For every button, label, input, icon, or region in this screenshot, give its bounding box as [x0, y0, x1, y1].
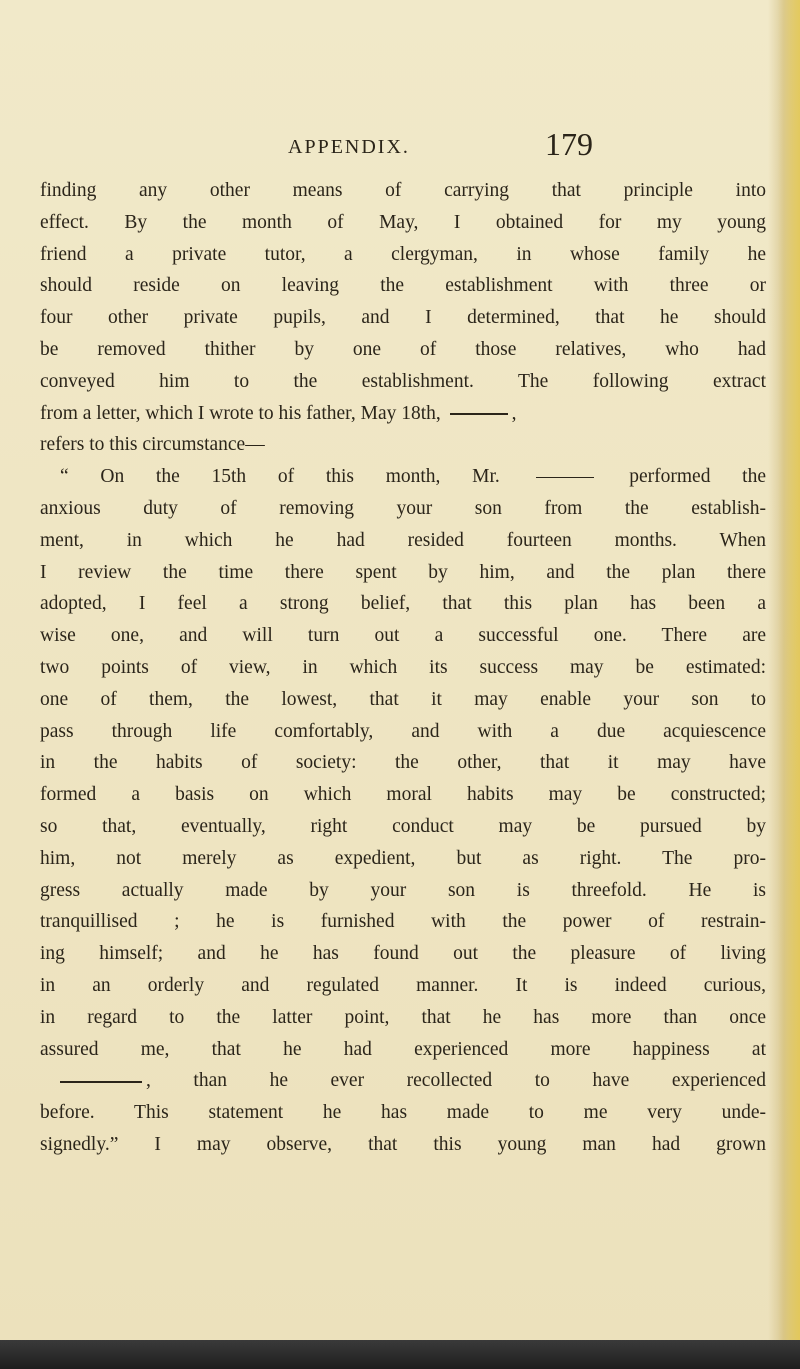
text-line: in regard to the latter point, that he has more than once — [40, 1006, 766, 1028]
text-line: friend a private tutor, a clergyman, in whose family he — [40, 243, 766, 265]
text-line: signedly.” I may observe, that this young man had grown — [40, 1133, 766, 1155]
page-gutter-edge — [778, 0, 800, 1369]
text-line — [40, 1065, 766, 1097]
text-line: tranquillised ; he is furnished with the power of restrain- — [40, 911, 766, 933]
text-line: ment, in which he had resided fourteen months. When — [40, 529, 766, 551]
text-line: in an orderly and regulated manner. It is indeed curious, — [40, 974, 766, 996]
text-line: before. This statement he has made to me very unde- — [40, 1102, 766, 1124]
text-line: anxious duty of removing your son from the establish- — [40, 497, 766, 519]
text-line — [40, 398, 766, 430]
text-line: formed a basis on which moral habits may be constructed; — [40, 784, 766, 806]
text-line: conveyed him to the establishment. The following extract — [40, 370, 766, 392]
text-line: pass through life comfortably, and with a due acquiescence — [40, 720, 766, 742]
scan-bottom-edge — [0, 1340, 800, 1369]
text-line: wise one, and will turn out a successful one. There are — [40, 625, 766, 647]
text-line: be removed thither by one of those relatives, who had — [40, 338, 766, 360]
text-line: so that, eventually, right conduct may be pursued by — [40, 815, 766, 837]
text-fragment: “ On the 15th of this month, Mr. — [60, 466, 500, 488]
text-fragment: , — [511, 402, 517, 424]
text-line: two points of view, in which its success may be estimated: — [40, 656, 766, 678]
page-number: 179 — [545, 126, 593, 162]
running-head — [0, 126, 800, 166]
text-line: refers to this circumstance— — [40, 434, 265, 456]
text-line: one of them, the lowest, that it may enable your son to — [40, 688, 766, 710]
text-line: in the habits of society: the other, that it may have — [40, 752, 766, 774]
text-fragment: , than he ever recollected to have experienced — [146, 1070, 766, 1092]
text-fragment: from a letter, which I wrote to his father, May 18th, — [40, 402, 441, 424]
text-line: I review the time there spent by him, and the plan there — [40, 561, 766, 583]
text-line — [40, 461, 766, 493]
omitted-place-dash — [60, 1081, 142, 1083]
text-line: him, not merely as expedient, but as right. The pro- — [40, 847, 766, 869]
text-line: effect. By the month of May, I obtained for my young — [40, 211, 766, 233]
running-head-title: APPENDIX. — [288, 136, 410, 158]
text-line: assured me, that he had experienced more happiness at — [40, 1038, 766, 1060]
text-line: adopted, I feel a strong belief, that this plan has been a — [40, 593, 766, 615]
text-fragment: performed the — [629, 466, 767, 488]
text-line: four other private pupils, and I determined, that he should — [40, 307, 766, 329]
omitted-name-dash — [450, 413, 508, 415]
body-text — [40, 175, 766, 1161]
omitted-name-dash — [536, 477, 594, 479]
text-line: should reside on leaving the establishment with three or — [40, 275, 766, 297]
text-line: ing himself; and he has found out the pleasure of living — [40, 943, 766, 965]
text-line: finding any other means of carrying that principle into — [40, 180, 766, 201]
text-line: gress actually made by your son is threefold. He is — [40, 879, 766, 901]
